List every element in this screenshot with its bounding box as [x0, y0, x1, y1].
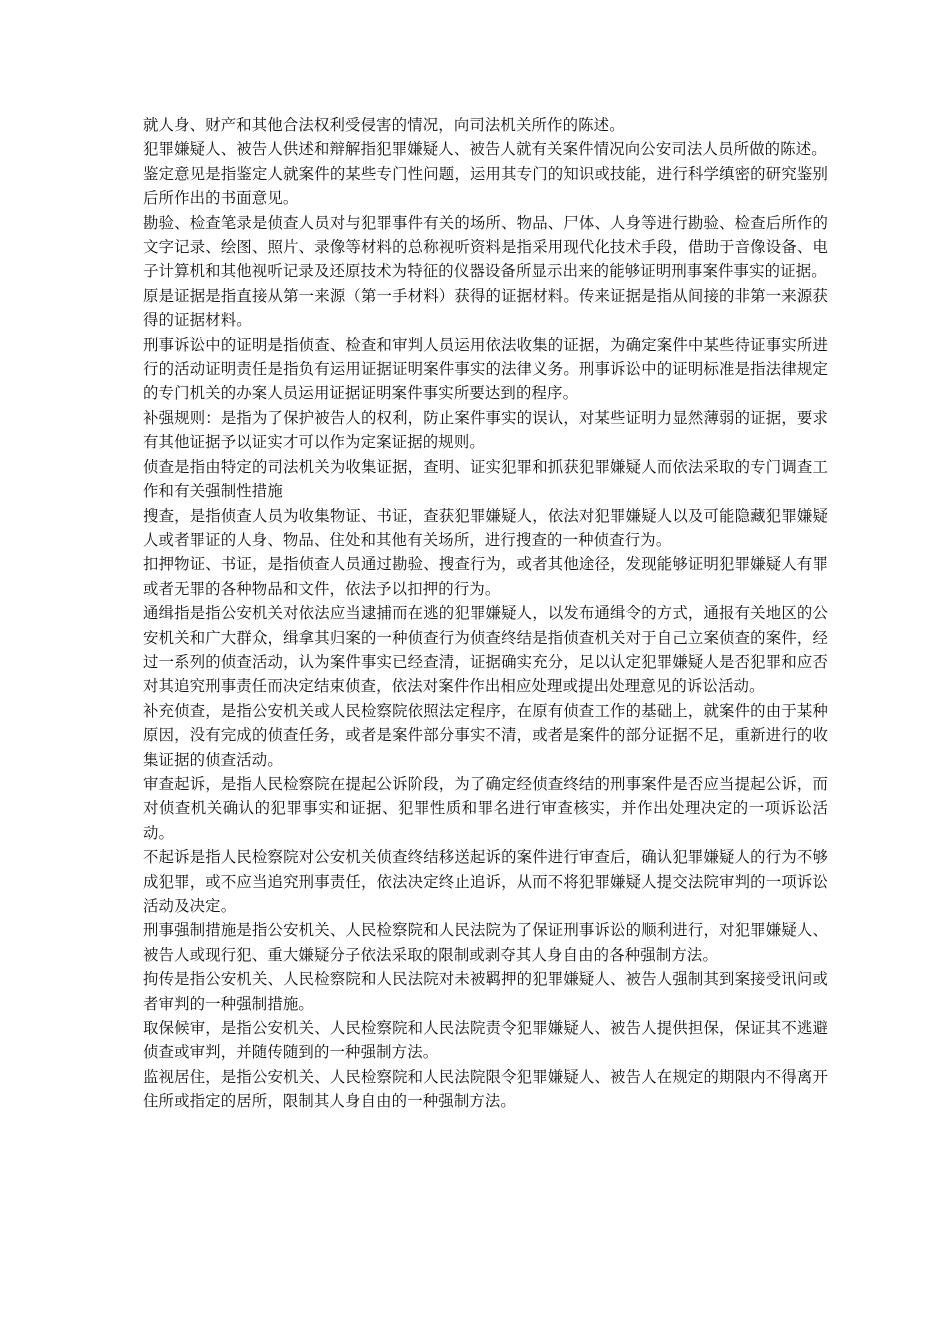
paragraph-2: 犯罪嫌疑人、被告人供述和辩解指犯罪嫌疑人、被告人就有关案件情况向公安司法人员所做的陈述。 — [143, 140, 827, 159]
paragraph-6: 刑事诉讼中的证明是指侦查、检查和审判人员运用依法收集的证据，为确定案件中某些待证事实所进行的活动证明责任是指负有运用证据证明案件事实的法律义务。刑事诉讼中的证明标准是指法律规定的专门机关的办案人员运用证据证明案件事实所要达到的程序。 — [143, 335, 828, 403]
paragraph-15: 刑事强制措施是指公安机关、人民检察院和人民法院为了保证刑事诉讼的顺利进行，对犯罪嫌疑人、被告人或现行犯、重大嫌疑分子依法采取的限制或剥夺其人身自由的各种强制方法。 — [143, 921, 828, 964]
paragraph-10: 扣押物证、书证，是指侦查人员通过勘验、搜查行为，或者其他途径，发现能够证明犯罪嫌疑人有罪或者无罪的各种物品和文件，依法予以扣押的行为。 — [143, 555, 828, 598]
paragraph-1: 就人身、财产和其他合法权利受侵害的情况，向司法机关所作的陈述。 — [143, 116, 625, 134]
paragraph-9: 搜查，是指侦查人员为收集物证、书证，查获犯罪嫌疑人，依法对犯罪嫌疑人以及可能隐藏犯罪嫌疑人或者罪证的人身、物品、住处和其他有关场所，进行搜查的一种侦查行为。 — [143, 506, 828, 549]
paragraph-17: 取保候审，是指公安机关、人民检察院和人民法院责令犯罪嫌疑人、被告人提供担保，保证其不逃避侦查或审判，并随传随到的一种强制方法。 — [143, 1019, 828, 1062]
document-body — [143, 113, 828, 1114]
paragraph-13: 审查起诉，是指人民检察院在提起公诉阶段，为了确定经侦查终结的刑事案件是否应当提起公诉，而对侦查机关确认的犯罪事实和证据、犯罪性质和罪名进行审查核实，并作出处理决定的一项诉讼活动。 — [143, 774, 828, 842]
paragraph-12: 补充侦查，是指公安机关或人民检察院依照法定程序，在原有侦查工作的基础上，就案件的由于某种原因，没有完成的侦查任务，或者是案件部分事实不清，或者是案件的部分证据不足，重新进行的收集证据的侦查活动。 — [143, 701, 828, 769]
paragraph-7: 补强规则：是指为了保护被告人的权利，防止案件事实的误认，对某些证明力显然薄弱的证据，要求有其他证据予以证实才可以作为定案证据的规则。 — [143, 408, 828, 452]
paragraph-11: 通缉指是指公安机关对依法应当逮捕而在逃的犯罪嫌疑人，以发布通缉令的方式，通报有关地区的公安机关和广大群众，缉拿其归案的一种侦查行为侦查终结是指侦查机关对于自己立案侦查的案件，经过一系列的侦查活动，认为案件事实已经查清，证据确实充分，足以认定犯罪嫌疑人是否犯罪和应否对其追究刑事责任而决定结束侦查，依法对案件作出相应处理或提出处理意见的诉讼活动。 — [143, 604, 828, 696]
paragraph-16: 拘传是指公安机关、人民检察院和人民法院对未被羁押的犯罪嫌疑人、被告人强制其到案接受讯问或者审判的一种强制措施。 — [143, 970, 828, 1013]
paragraph-4: 勘验、检查笔录是侦查人员对与犯罪事件有关的场所、物品、尸体、人身等进行勘验、检查后所作的文字记录、绘图、照片、录像等材料的总称视听资料是指采用现代化技术手段，借助于音像设备、电子计算机和其他视听记录及还原技术为特征的仪器设备所显示出来的能够证明刑事案件事实的证据。 — [143, 213, 828, 281]
paragraph-8: 侦查是指由特定的司法机关为收集证据，查明、证实犯罪和抓获犯罪嫌疑人而依法采取的专门调查工作和有关强制性措施 — [143, 457, 828, 501]
paragraph-3: 鉴定意见是指鉴定人就案件的某些专门性问题，运用其专门的知识或技能，进行科学缜密的研究鉴别后所作出的书面意见。 — [143, 164, 828, 208]
paragraph-14: 不起诉是指人民检察院对公安机关侦查终结移送起诉的案件进行审查后，确认犯罪嫌疑人的行为不够成犯罪，或不应当追究刑事责任，依法决定终止追诉，从而不将犯罪嫌疑人提交法院审判的一项诉讼活动及决定。 — [143, 848, 828, 915]
paragraph-5: 原是证据是指直接从第一来源（第一手材料）获得的证据材料。传来证据是指从间接的非第一来源获得的证据材料。 — [143, 286, 828, 330]
paragraph-18: 监视居住，是指公安机关、人民检察院和人民法院限令犯罪嫌疑人、被告人在规定的期限内不得离开住所或指定的居所，限制其人身自由的一种强制方法。 — [143, 1067, 828, 1111]
